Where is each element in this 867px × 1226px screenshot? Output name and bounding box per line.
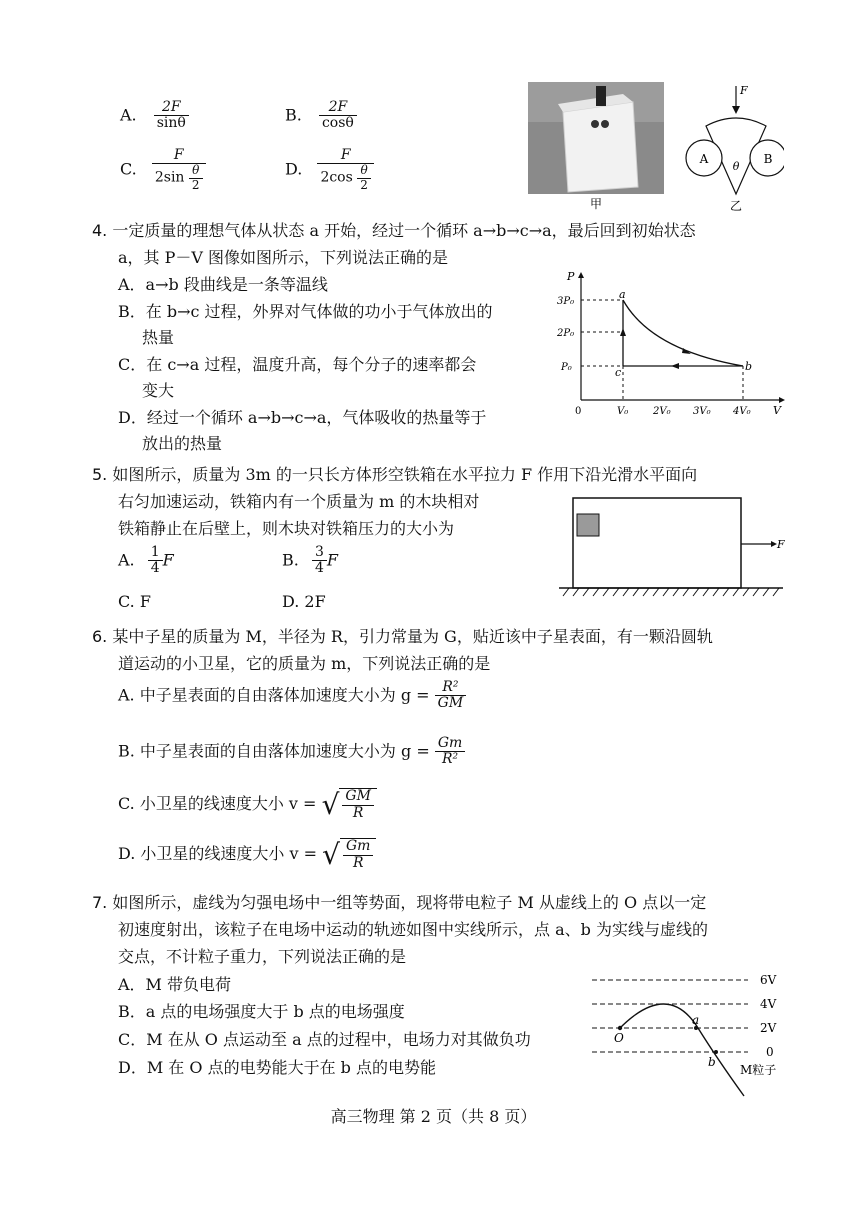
curve-a-to-b xyxy=(623,300,743,366)
svg-text:b: b xyxy=(708,1055,716,1069)
svg-text:4V: 4V xyxy=(760,997,777,1011)
q5-option-c: C. F xyxy=(118,592,151,611)
svg-text:0: 0 xyxy=(575,406,582,417)
point-a: a xyxy=(619,288,626,301)
q7-stem-line2: 初速度射出，该粒子在电场中运动的轨迹如图中实线所示，点 a、b 为实线与虚线的 xyxy=(118,920,708,939)
svg-text:V: V xyxy=(773,404,781,417)
q4-option-d-cont: 放出的热量 xyxy=(142,434,223,453)
xtick-v0: V₀ xyxy=(617,406,629,417)
q5-stem-line3: 铁箱静止在后壁上，则木块对铁箱压力的大小为 xyxy=(118,519,455,538)
q7-option-d: D．M 在 O 点的电势能大于在 b 点的电势能 xyxy=(118,1058,437,1077)
q4-stem-line1: 4. 一定质量的理想气体从状态 a 开始，经过一个循环 a→b→c→a，最后回到初始状态 xyxy=(92,221,696,240)
point-b: b xyxy=(745,360,753,373)
angle-theta: θ xyxy=(732,160,740,173)
svg-text:0: 0 xyxy=(766,1045,774,1059)
q4-option-b: B．在 b→c 过程，外界对气体做的功小于气体放出的 xyxy=(118,302,493,321)
xtick-4v0: 4V₀ xyxy=(733,406,751,417)
q4-stem-line2: a，其 P－V 图像如图所示，下列说法正确的是 xyxy=(118,248,449,267)
q4-option-d: D．经过一个循环 a→b→c→a，气体吸收的热量等于 xyxy=(118,408,487,427)
q7-stem-line1: 7. 如图所示，虚线为匀强电场中一组等势面，现将带电粒子 M 从虚线上的 O 点以一定 xyxy=(92,893,707,912)
iron-box xyxy=(573,498,741,588)
q3-option-c-fraction: F 2sin $\frac{\theta}{2}$ xyxy=(152,148,206,192)
page-footer: 高三物理 第 2 页（共 8 页） xyxy=(330,1107,537,1126)
q3-wedge-diagram xyxy=(684,82,784,214)
point-o xyxy=(618,1026,622,1030)
q3-photo-figure xyxy=(528,82,664,212)
q5-option-b: B. $\frac{3}{4}$ F xyxy=(282,544,338,577)
svg-text:F: F xyxy=(777,538,785,551)
ytick-3p0: 3P₀ xyxy=(557,296,575,307)
ice-block xyxy=(563,102,638,192)
svg-text:2V: 2V xyxy=(760,1021,777,1035)
q4-option-b-cont: 热量 xyxy=(142,328,175,347)
point-c: c xyxy=(615,366,622,379)
q3-option-d: D. F 2cos $\frac{\theta}{2}$ xyxy=(285,148,374,192)
ytick-p0: P₀ xyxy=(561,362,572,373)
q3-option-d-fraction: F 2cos $\frac{\theta}{2}$ xyxy=(317,148,373,192)
q5-stem-line2: 右匀加速运动，铁箱内有一个质量为 m 的木块相对 xyxy=(118,492,480,511)
svg-text:B: B xyxy=(763,152,773,166)
q7-option-a: A．M 带负电荷 xyxy=(118,975,232,994)
label-F: F xyxy=(740,84,748,97)
q4-option-c: C．在 c→a 过程，温度升高，每个分子的速率都会 xyxy=(118,355,477,374)
svg-text:P: P xyxy=(567,270,575,283)
q4-option-c-cont: 变大 xyxy=(142,381,175,400)
svg-text:O: O xyxy=(614,1031,624,1045)
q3-option-b-fraction: $\frac{2F}{\cos\theta}$ xyxy=(319,100,357,132)
q7-field-figure xyxy=(588,970,788,1100)
fig-label-jia: 甲 xyxy=(589,197,603,211)
q6-option-b: B. 中子星表面的自由落体加速度大小为 g = $\frac{Gm}{\text{R²}}$ xyxy=(118,736,465,768)
q3-option-b: B. $\frac{2F}{\cos\theta}$ xyxy=(285,100,357,132)
q6-stem-line1: 6. 某中子星的质量为 M，半径为 R，引力常量为 G，贴近该中子星表面，有一颗沿圆轨 xyxy=(92,627,713,646)
q4-pv-graph xyxy=(555,268,787,420)
fig-label-yi: 乙 xyxy=(729,199,743,213)
q6-stem-line2: 道运动的小卫星，它的质量为 m，下列说法正确的是 xyxy=(118,654,491,673)
q7-option-b: B．a 点的电场强度大于 b 点的电场强度 xyxy=(118,1002,405,1021)
q3-option-a: A. $\frac{2F}{\sin\theta}$ xyxy=(120,100,189,132)
ytick-2p0: 2P₀ xyxy=(557,328,575,339)
svg-text:a: a xyxy=(692,1013,700,1027)
q3-option-a-fraction: $\frac{2F}{\sin\theta}$ xyxy=(154,100,189,132)
svg-text:6V: 6V xyxy=(760,973,777,987)
q7-stem-line3: 交点，不计粒子重力，下列说法正确的是 xyxy=(118,947,407,966)
q7-option-c: C．M 在从 O 点运动至 a 点的过程中，电场力对其做负功 xyxy=(118,1030,531,1049)
particle-trajectory xyxy=(620,1004,744,1096)
xtick-3v0: 3V₀ xyxy=(693,406,711,417)
xtick-2v0: 2V₀ xyxy=(653,406,671,417)
q5-stem-line1: 5. 如图所示，质量为 3m 的一只长方体形空铁箱在水平拉力 F 作用下沿光滑水平面向 xyxy=(92,465,698,484)
svg-text:A: A xyxy=(699,152,709,166)
q5-option-d: D. 2F xyxy=(282,592,326,611)
q3-option-c: C. F 2sin $\frac{\theta}{2}$ xyxy=(120,148,206,192)
particle-label: M粒子 xyxy=(740,1063,777,1077)
wedge-tool xyxy=(596,86,606,106)
q6-option-c: C. 小卫星的线速度大小 v = √ $\frac{GM}{R}$ xyxy=(118,788,377,821)
q6-option-a: A. 中子星表面的自由落体加速度大小为 g = $\frac{\text{R²}}{GM}$ xyxy=(118,680,466,712)
point-b xyxy=(714,1050,718,1054)
q5-box-figure xyxy=(555,490,787,602)
ground-hatch xyxy=(563,588,779,596)
q5-option-a: A. $\frac{1}{4}$ F xyxy=(118,544,174,577)
q4-option-a: A．a→b 段曲线是一条等温线 xyxy=(118,275,328,294)
wooden-block xyxy=(577,514,599,536)
q6-option-d: D. 小卫星的线速度大小 v = √ $\frac{Gm}{R}$ xyxy=(118,838,376,871)
